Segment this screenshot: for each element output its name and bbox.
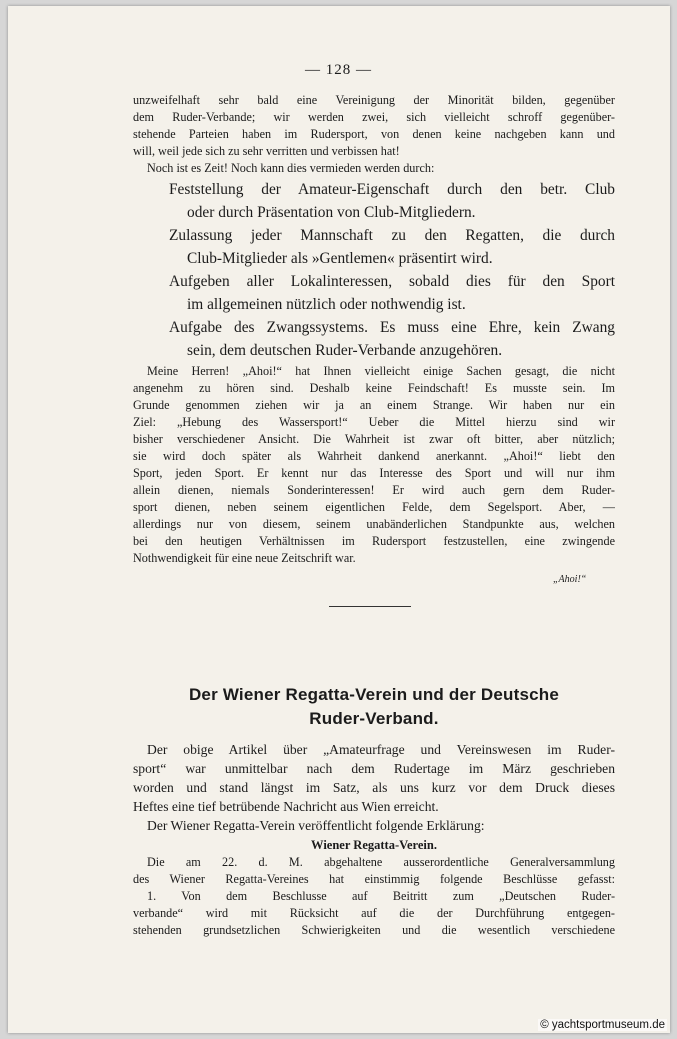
demand-line: sein, dem deutschen Ruder-Verbande anzugehören. <box>187 342 503 359</box>
text-line: bei den heutigen Verhältnissen im Rudersport festzustellen, eine zwingende <box>133 534 615 548</box>
text-line: Meine Herren! „Ahoi!“ hat Ihnen vielleicht einige Sachen gesagt, die nicht <box>147 364 615 378</box>
article-body <box>133 740 615 939</box>
text-line: Ziel: „Hebung des Wassersport!“ Ueber die Mittel hierzu sind wir <box>133 415 615 429</box>
demand-line: Feststellung der Amateur-Eigenschaft durch den betr. Club <box>169 181 615 198</box>
text-line: stehende Parteien haben im Rudersport, von denen keine nachgeben kann und <box>133 127 615 141</box>
signature: „Ahoi!“ <box>553 574 587 585</box>
title-line: Der Wiener Regatta-Verein und der Deutsche <box>188 685 560 704</box>
demand-line: Zulassung jeder Mannschaft zu den Regatten, die durch <box>169 227 615 244</box>
declaration-heading: Wiener Regatta-Verein. <box>311 838 437 852</box>
demand-line: Aufgabe des Zwangssystems. Es muss eine Ehre, kein Zwang <box>169 319 615 336</box>
text-line: unzweifelhaft sehr bald eine Vereinigung der Minorität bilden, gegenüber <box>133 93 615 107</box>
text-line: Nothwendigkeit für eine neue Zeitschrift war. <box>133 551 356 565</box>
text-line: worden und stand längst im Satz, als uns kurz vor dem Druck dieses <box>133 780 615 795</box>
text-line: sport dienen, neben seinem eigentlichen Felde, dem Segelsport. Aber, — <box>133 500 615 514</box>
text-line: dem Ruder-Verbande; wir werden zwei, sich vielleicht schroff gegenüber- <box>133 110 615 124</box>
declaration-body <box>133 854 615 939</box>
text-line: sport“ war unmittelbar nach dem Rudertage im März geschrieben <box>133 761 615 776</box>
text-line: Der obige Artikel über „Amateurfrage und Vereinswesen im Ruder- <box>147 742 615 757</box>
page-number: — 128 — <box>305 62 372 78</box>
text-line: Sport, jeden Sport. Er kennt nur das Interesse des Sport und will nur ihm <box>133 466 615 480</box>
paragraph-3 <box>133 363 615 567</box>
demand-line: oder durch Präsentation von Club-Mitgliedern. <box>187 204 476 221</box>
intro-paragraph <box>133 740 615 835</box>
text-line: Heftes eine tief betrübende Nachricht aus Wien erreicht. <box>133 799 439 814</box>
text-line: Grunde genommen ziehen wir ja an einem Strange. Wir haben nur ein <box>133 398 615 412</box>
paragraph-1 <box>133 92 615 177</box>
text-line: verbande“ wird mit Rücksicht auf die der Durchführung entgegen- <box>133 906 615 920</box>
text-line: Noch ist es Zeit! Noch kann dies vermieden werden durch: <box>147 161 435 175</box>
text-line: sie wird doch später als Wahrheit dankend anerkannt. „Ahoi!“ liebt den <box>133 449 615 463</box>
text-line: 1. Von dem Beschlusse auf Beitritt zum „Deutschen Ruder- <box>147 889 615 903</box>
text-line: will, weil jede sich zu sehr verritten und verbissen hat! <box>133 144 400 158</box>
text-line: bisher verschiedener Ansicht. Die Wahrheit ist zwar oft bitter, aber nützlich; <box>133 432 615 446</box>
demand-line: Club-Mitglieder als »Gentlemen« präsentirt wird. <box>187 250 493 267</box>
text-line: des Wiener Regatta-Vereines hat einstimmig folgende Beschlüsse gefasst: <box>133 872 615 886</box>
watermark: © yachtsportmuseum.de <box>540 1019 665 1031</box>
text-line: allerdings nur von diesem, seinem unabänderlichen Standpunkte aus, welchen <box>133 517 615 531</box>
title-line: Ruder-Verband. <box>309 709 439 728</box>
article-continuation <box>133 92 615 567</box>
text-line: Die am 22. d. M. abgehaltene ausserordentliche Generalversammlung <box>147 855 615 869</box>
article-title <box>133 683 615 731</box>
section-divider <box>329 606 411 607</box>
text-line: allein dienen, niemals Sonderinteressen! Er wird auch gern dem Ruder- <box>133 483 615 497</box>
text-line: stehenden grundsetzlichen Schwierigkeiten und die wesentlich verschiedene <box>133 923 615 937</box>
demand-line: im allgemeinen nützlich oder nothwendig ist. <box>187 296 466 313</box>
demands-list <box>133 178 615 362</box>
text-line: Der Wiener Regatta-Verein veröffentlicht folgende Erklärung: <box>147 818 485 833</box>
text-line: angenehm zu hören sind. Deshalb keine Feindschaft! Es musste sein. Im <box>133 381 615 395</box>
demand-line: Aufgeben aller Lokalinteressen, sobald dies für den Sport <box>169 273 615 290</box>
